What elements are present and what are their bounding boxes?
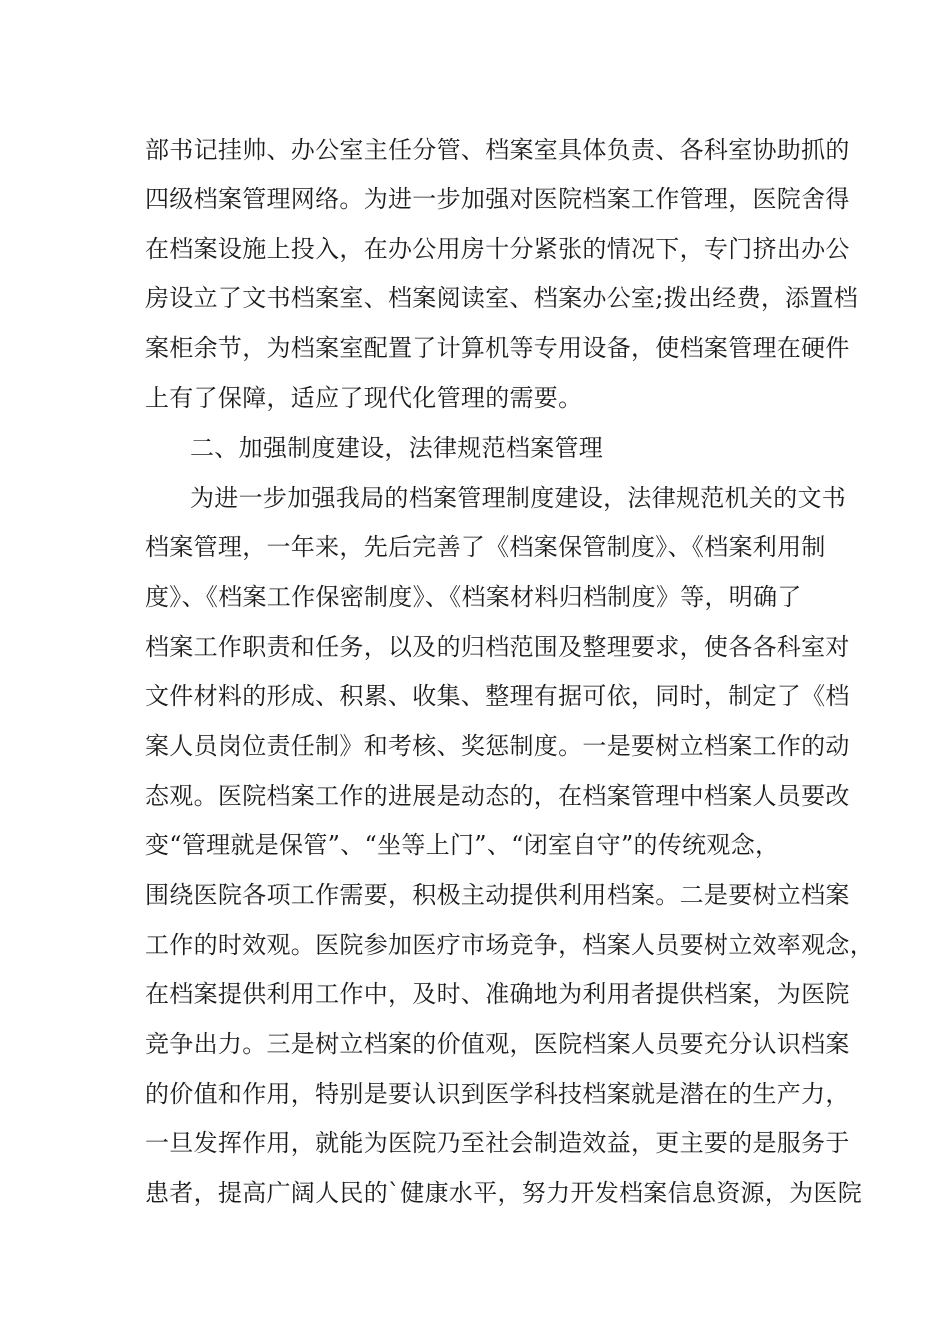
paragraph-line: 四级档案管理网络。为进一步加强对医院档案工作管理，医院舍得 — [145, 185, 850, 213]
paragraph-line: 房设立了文书档案室、档案阅读室、档案办公室;拨出经费，添置档 — [145, 284, 859, 312]
paragraph-line: 度》、《档案工作保密制度》、《档案材料归档制度》等，明确了 — [145, 583, 802, 611]
paragraph-line: 档案管理，一年来，先后完善了《档案保管制度》、《档案利用制 — [145, 533, 826, 561]
paragraph-line: 态观。医院档案工作的进展是动态的，在档案管理中档案人员要改 — [145, 782, 850, 810]
paragraph-line: 围绕医院各项工作需要，积极主动提供利用档案。二是要树立档案 — [145, 881, 850, 909]
paragraph-line: 竞争出力。三是树立档案的价值观，医院档案人员要充分认识档案 — [145, 1030, 850, 1058]
paragraph-line: 部书记挂帅、办公室主任分管、档案室具体负责、各科室协助抓的 — [145, 136, 850, 164]
paragraph-line: 上有了保障，适应了现代化管理的需要。 — [145, 384, 583, 412]
section-heading: 二、加强制度建设，法律规范档案管理 — [190, 434, 604, 462]
paragraph-line: 在档案提供利用工作中，及时、准确地为利用者提供档案，为医院 — [145, 980, 850, 1008]
paragraph-line: 工作的时效观。医院参加医疗市场竞争，档案人员要树立效率观念， — [145, 931, 874, 959]
paragraph-line: 案人员岗位责任制》和考核、奖惩制度。一是要树立档案工作的动 — [145, 732, 850, 760]
paragraph-line: 档案工作职责和任务，以及的归档范围及整理要求，使各各科室对 — [145, 633, 850, 661]
paragraph-line: 患者，提高广阔人民的`健康水平，努力开发档案信息资源，为医院 — [145, 1179, 862, 1207]
paragraph-line: 案柜余节，为档案室配置了计算机等专用设备，使档案管理在硬件 — [145, 334, 850, 362]
paragraph-line: 一旦发挥作用，就能为医院乃至社会制造效益，更主要的是服务于 — [145, 1129, 850, 1157]
paragraph-line: 文件材料的形成、积累、收集、整理有据可依，同时，制定了《档 — [145, 682, 850, 710]
paragraph-line: 在档案设施上投入，在办公用房十分紧张的情况下，专门挤出办公 — [145, 235, 850, 263]
paragraph-line: 变“管理就是保管”、“坐等上门”、“闭室自守”的传统观念， — [145, 831, 780, 859]
paragraph-line: 的价值和作用，特别是要认识到医学科技档案就是潜在的生产力， — [145, 1080, 850, 1108]
paragraph-line: 为进一步加强我局的档案管理制度建设，法律规范机关的文书 — [190, 484, 847, 512]
